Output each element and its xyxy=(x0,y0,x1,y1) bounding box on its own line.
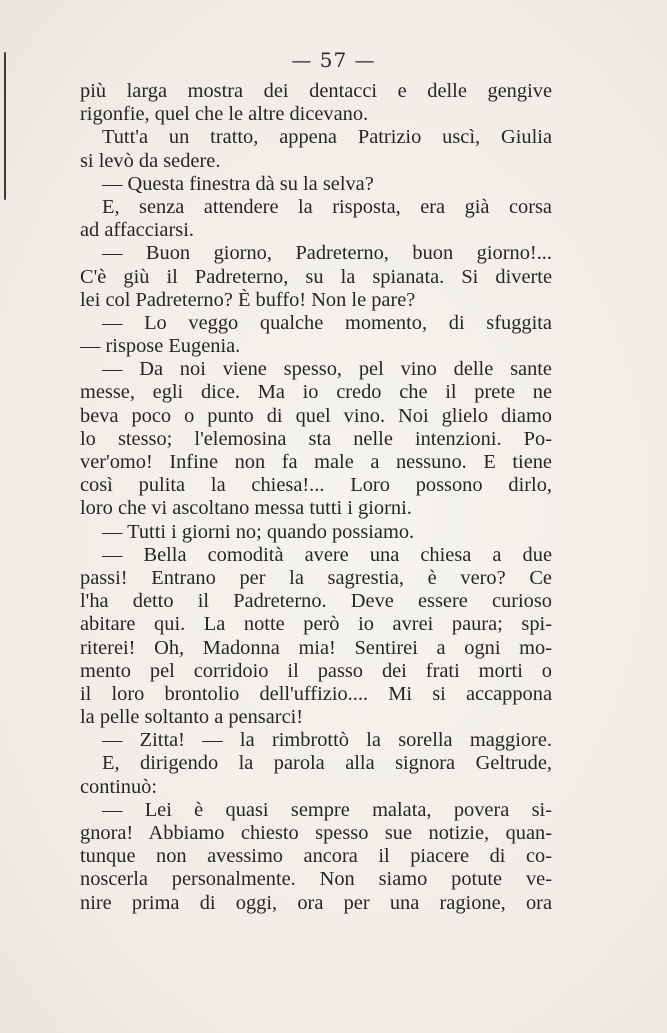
text-line: tunque non avessimo ancora il piacere di co- xyxy=(80,845,552,868)
text-line: abitare qui. La notte però io avrei paura; spi- xyxy=(80,613,552,636)
text-line: — Bella comodità avere una chiesa a due xyxy=(102,543,552,566)
text-line: — Da noi viene spesso, pel vino delle sante xyxy=(102,358,552,381)
text-line: ad affacciarsi. xyxy=(80,219,194,242)
page-edge-mark xyxy=(4,52,6,200)
text-line: noscerla personalmente. Non siamo potute ve- xyxy=(80,868,552,891)
text-line: mento pel corridoio il passo dei frati morti o xyxy=(80,659,552,682)
text-line: il loro brontolio dell'uffizio.... Mi si accappona xyxy=(80,682,552,705)
text-line: l'ha detto il Padreterno. Deve essere curioso xyxy=(80,590,552,613)
text-line: continuò: xyxy=(80,775,158,798)
text-line: C'è giù il Padreterno, su la spianata. Si diverte xyxy=(80,265,552,288)
text-line: — Lei è quasi sempre malata, povera si- xyxy=(102,798,552,821)
text-line: più larga mostra dei dentacci e delle gengive xyxy=(80,80,552,102)
text-line: messe, egli dice. Ma io credo che il prete ne xyxy=(80,381,552,404)
text-line: rigonfie, quel che le altre dicevano. xyxy=(80,103,369,126)
text-line: riterei! Oh, Madonna mia! Sentirei a ogni mo- xyxy=(80,636,552,659)
text-line: E, senza attendere la risposta, era già corsa xyxy=(102,195,552,218)
text-line: così pulita la chiesa!... Loro possono dirlo, xyxy=(80,474,552,497)
page-number: — 57 — xyxy=(291,48,376,72)
text-line: Tutt'a un tratto, appena Patrizio uscì, Giulia xyxy=(102,126,552,149)
text-line: E, dirigendo la parola alla signora Geltrude, xyxy=(102,752,552,775)
text-line: loro che vi ascoltano messa tutti i giorni. xyxy=(80,497,412,520)
text-line: la pelle soltanto a pensarci! xyxy=(80,706,304,729)
text-line: — Buon giorno, Padreterno, buon giorno!... xyxy=(102,242,552,265)
text-line: — Zitta! — la rimbrottò la sorella maggiore. xyxy=(102,729,552,752)
text-line: beva poco o punto di quel vino. Noi glielo diamo xyxy=(80,404,552,427)
text-line: si levò da sedere. xyxy=(80,149,221,172)
text-line: gnora! Abbiamo chiesto spesso sue notizie, quan- xyxy=(80,822,552,844)
text-line: lei col Padreterno? È buffo! Non le pare? xyxy=(80,288,416,311)
text-line: nire prima di oggi, ora per una ragione, ora xyxy=(80,891,552,914)
text-line: lo stesso; l'elemosina sta nelle intenzioni. Po- xyxy=(80,427,552,450)
text-line: — Questa finestra dà su la selva? xyxy=(102,172,374,195)
text-line: — rispose Eugenia. xyxy=(80,335,241,358)
text-line: passi! Entrano per la sagrestia, è vero? Ce xyxy=(80,566,552,589)
text-line: — Tutti i giorni no; quando possiamo. xyxy=(102,520,415,543)
text-line: — Lo veggo qualche momento, di sfuggita xyxy=(102,311,552,334)
body-text xyxy=(80,80,552,915)
text-line: ver'omo! Infine non fa male a nessuno. E tiene xyxy=(80,451,552,473)
